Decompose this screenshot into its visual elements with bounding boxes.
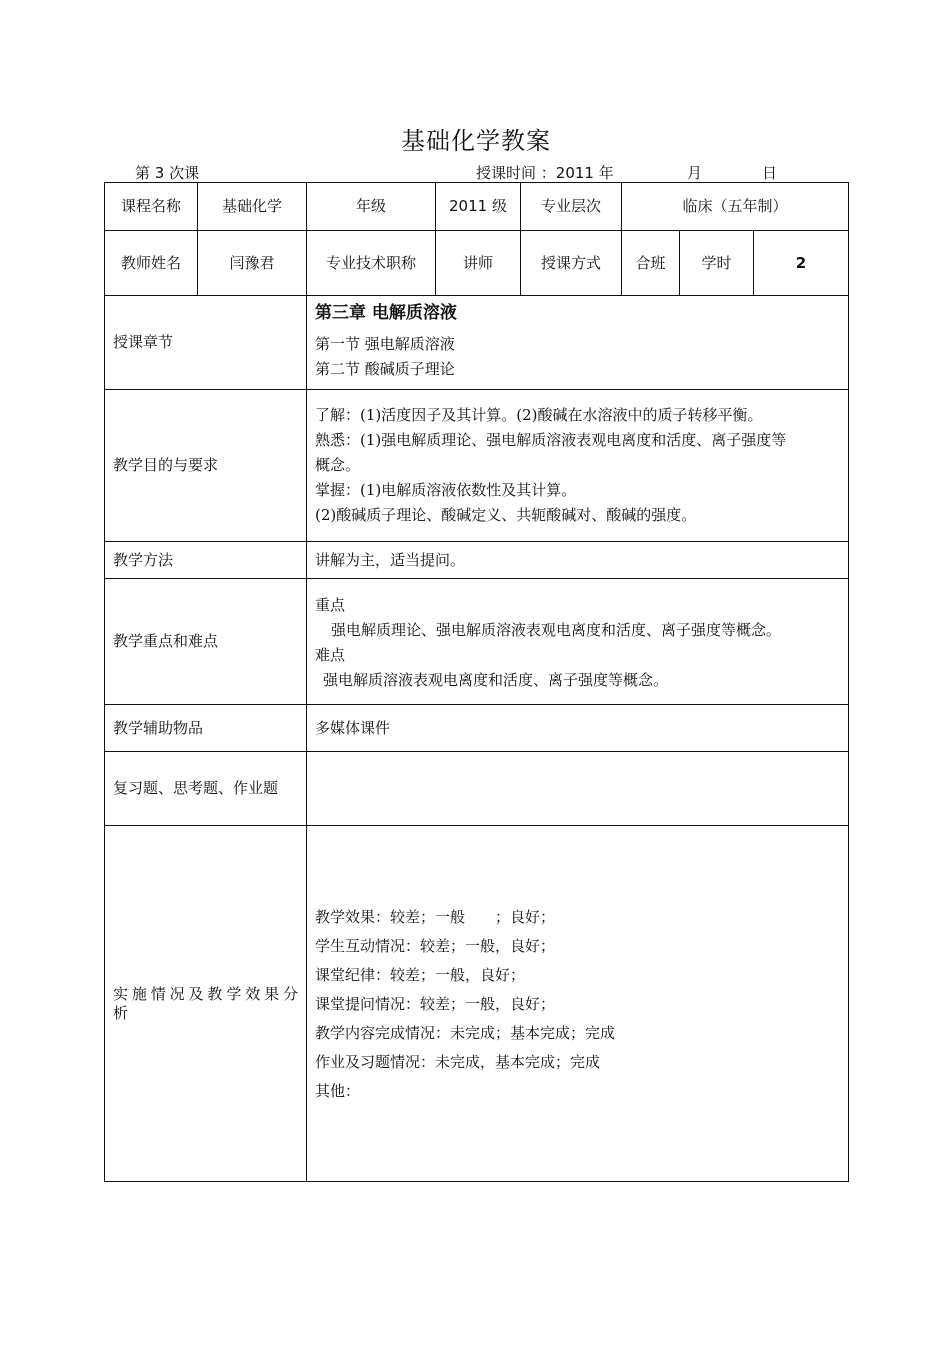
evaluation-line: 课堂提问情况：较差；一般，良好； [315, 995, 556, 1013]
teacher-name-value: 闫豫君 [198, 231, 307, 296]
lesson-no: 3 [154, 164, 165, 182]
objective-line: (2)酸碱质子理论、酸碱定义、共轭酸碱对、酸碱的强度。 [315, 506, 697, 524]
evaluation-line: 学生互动情况：较差；一般，良好； [315, 937, 556, 955]
objective-line: 掌握：(1)电解质溶液依数性及其计算。 [315, 481, 577, 499]
teacher-name-label: 教师姓名 [105, 231, 198, 296]
objective-line: 概念。 [315, 456, 361, 474]
objective-line: 了解：(1)活度因子及其计算。(2)酸碱在水溶液中的质子转移平衡。 [315, 406, 763, 424]
chapter-content [307, 296, 849, 390]
aids-value: 多媒体课件 [307, 705, 849, 752]
methods-value: 讲解为主，适当提问。 [307, 542, 849, 579]
chapter-title: 第三章 电解质溶液 [315, 302, 457, 323]
objectives-content [307, 390, 849, 542]
key-points-label: 教学重点和难点 [105, 579, 307, 705]
time-label: 授课时间 ： [476, 164, 556, 182]
level-value: 临床（五年制） [622, 183, 849, 231]
teaching-mode-label: 授课方式 [521, 231, 622, 296]
evaluation-content [307, 826, 849, 1182]
aids-label: 教学辅助物品 [105, 705, 307, 752]
row-homework [105, 752, 849, 826]
evaluation-line: 课堂纪律：较差；一般，良好； [315, 966, 526, 984]
evaluation-line: 教学效果：较差；一般 ；良好； [315, 908, 556, 926]
key-points-content [307, 579, 849, 705]
chapter-section: 第一节 强电解质溶液 [315, 335, 455, 354]
key-text: 强电解质理论、强电解质溶液表观电离度和活度、离子强度等概念。 [331, 620, 782, 639]
course-name-value: 基础化学 [198, 183, 307, 231]
course-name-label: 课程名称 [105, 183, 198, 231]
evaluation-label [105, 826, 307, 1182]
teaching-time [476, 162, 614, 182]
lesson-plan-table [104, 182, 849, 1182]
evaluation-label-line: 析 [113, 1003, 129, 1022]
chapter-label: 授课章节 [105, 296, 307, 390]
hours-value: 2 [754, 231, 849, 296]
row-key-points [105, 579, 849, 705]
row-course [105, 183, 849, 231]
professional-title-label: 专业技术职称 [307, 231, 436, 296]
homework-label: 复习题、思考题、作业题 [105, 752, 307, 826]
evaluation-line: 教学内容完成情况：未完成；基本完成；完成 [315, 1024, 616, 1042]
row-aids [105, 705, 849, 752]
difficult-label: 难点 [315, 645, 346, 664]
evaluation-line: 作业及习题情况：未完成，基本完成；完成 [315, 1053, 601, 1071]
row-chapter [105, 296, 849, 390]
key-label: 重点 [315, 595, 346, 614]
evaluation-line: 其他： [315, 1082, 361, 1100]
time-year-unit: 年 [598, 164, 614, 182]
row-objectives [105, 390, 849, 542]
level-label: 专业层次 [521, 183, 622, 231]
homework-value [307, 752, 849, 826]
hours-label: 学时 [680, 231, 754, 296]
lesson-number [135, 162, 199, 182]
row-teacher [105, 231, 849, 296]
chapter-section: 第二节 酸碱质子理论 [315, 360, 455, 379]
teaching-mode-value: 合班 [622, 231, 680, 296]
lesson-prefix: 第 [135, 164, 151, 182]
objective-line: 熟悉：(1)强电解质理论、强电解质溶液表观电离度和活度、离子强度等 [315, 431, 787, 449]
lesson-suffix: 次课 [169, 164, 200, 182]
methods-label: 教学方法 [105, 542, 307, 579]
time-year: 2011 [555, 164, 594, 182]
professional-title-value: 讲师 [436, 231, 521, 296]
objectives-label: 教学目的与要求 [105, 390, 307, 542]
document-title: 基础化学教案 [401, 127, 551, 155]
grade-value: 2011 级 [436, 183, 521, 231]
row-evaluation [105, 826, 849, 1182]
evaluation-label-line: 实施情况及教学效果分 [113, 984, 298, 1003]
time-day-unit: 日 [762, 164, 778, 182]
grade-label: 年级 [307, 183, 436, 231]
difficult-text: 强电解质溶液表观电离度和活度、离子强度等概念。 [323, 670, 669, 689]
time-month-unit: 月 [687, 164, 703, 182]
row-methods [105, 542, 849, 579]
